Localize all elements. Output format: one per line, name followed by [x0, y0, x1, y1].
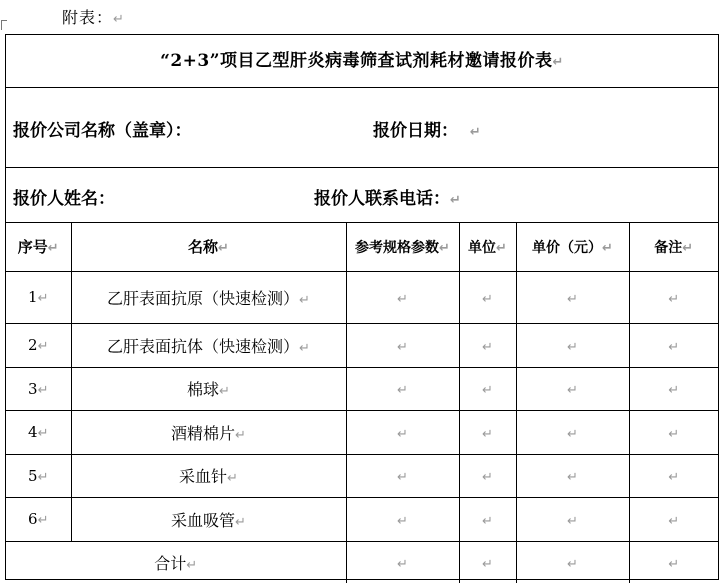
item-seq: 3↵: [6, 367, 71, 410]
column-header-spec: 参考规格参数↵: [346, 223, 459, 271]
column-header-name: 名称↵: [71, 223, 346, 271]
sheet-title: “2+3”项目乙型肝炎病毒筛查试剂耗材邀请报价表: [160, 51, 553, 71]
item-seq: 4↵: [6, 410, 71, 454]
column-header-seq: 序号↵: [6, 223, 71, 271]
company-name-label: 报价公司名称（盖章）：: [13, 121, 192, 141]
total-price-cell[interactable]: ↵: [516, 541, 629, 583]
item-name: 酒精棉片↵: [71, 410, 346, 454]
item-unit-cell[interactable]: ↵: [459, 271, 516, 323]
item-spec-cell[interactable]: ↵: [346, 410, 459, 454]
item-name: 乙肝表面抗原（快速检测）↵: [71, 271, 346, 323]
item-remark-cell[interactable]: ↵: [629, 454, 718, 497]
return-mark-icon: ↵: [552, 55, 564, 70]
item-unit-cell[interactable]: ↵: [459, 323, 516, 367]
item-seq: 5↵: [6, 454, 71, 497]
item-remark-cell[interactable]: ↵: [629, 323, 718, 367]
total-spec-cell[interactable]: ↵: [346, 541, 459, 583]
return-mark-icon: ↵: [450, 193, 461, 208]
item-remark-cell[interactable]: ↵: [629, 410, 718, 454]
contact-info-row: [6, 168, 718, 223]
table-total-row: [6, 541, 718, 583]
item-spec-cell[interactable]: ↵: [346, 497, 459, 541]
quoter-name-label: 报价人姓名：: [13, 189, 115, 209]
item-name: 采血吸管↵: [71, 497, 346, 541]
item-unit-cell[interactable]: ↵: [459, 367, 516, 410]
item-price-cell[interactable]: ↵: [516, 323, 629, 367]
annex-label: 附表：↵: [62, 8, 125, 27]
table-row: [6, 410, 718, 454]
item-unit-cell[interactable]: ↵: [459, 454, 516, 497]
item-seq: 2↵: [6, 323, 71, 367]
return-mark-icon: ↵: [469, 125, 481, 140]
item-unit-cell[interactable]: ↵: [459, 410, 516, 454]
table-row: [6, 271, 718, 323]
item-spec-cell[interactable]: ↵: [346, 454, 459, 497]
item-seq: 6↵: [6, 497, 71, 541]
item-price-cell[interactable]: ↵: [516, 367, 629, 410]
table-row: [6, 497, 718, 541]
margin-corner-mark: [1, 20, 7, 30]
total-remark-cell[interactable]: ↵: [668, 556, 680, 572]
table-row: [6, 367, 718, 410]
table-header-row: [6, 223, 718, 271]
column-header-remark: 备注↵: [629, 223, 718, 271]
item-remark-cell[interactable]: ↵: [629, 271, 718, 323]
item-remark-cell[interactable]: ↵: [629, 497, 718, 541]
column-header-unit: 单位↵: [459, 223, 516, 271]
item-name: 乙肝表面抗体（快速检测）↵: [71, 323, 346, 367]
company-info-row: [6, 88, 718, 168]
sheet-title-row: [6, 35, 718, 88]
item-name: 采血针↵: [71, 454, 346, 497]
item-price-cell[interactable]: ↵: [516, 454, 629, 497]
item-name: 棉球↵: [71, 367, 346, 410]
item-spec-cell[interactable]: ↵: [346, 323, 459, 367]
item-seq: 1↵: [6, 271, 71, 323]
item-spec-cell[interactable]: ↵: [346, 367, 459, 410]
total-label: 合计↵: [6, 541, 346, 583]
item-price-cell[interactable]: ↵: [516, 271, 629, 323]
quoter-phone-label: 报价人联系电话：↵: [314, 189, 461, 209]
quotation-sheet: [5, 34, 719, 580]
table-row: [6, 323, 718, 367]
item-price-cell[interactable]: ↵: [516, 497, 629, 541]
quote-date-label: 报价日期： ↵: [373, 121, 481, 141]
total-unit-cell[interactable]: ↵: [459, 541, 516, 583]
item-price-cell[interactable]: ↵: [516, 410, 629, 454]
item-spec-cell[interactable]: ↵: [346, 271, 459, 323]
column-header-price: 单价（元）↵: [516, 223, 629, 271]
return-mark-icon: ↵: [113, 12, 125, 27]
table-row: [6, 454, 718, 497]
quotation-table: [6, 223, 718, 583]
item-remark-cell[interactable]: ↵: [629, 367, 718, 410]
item-unit-cell[interactable]: ↵: [459, 497, 516, 541]
